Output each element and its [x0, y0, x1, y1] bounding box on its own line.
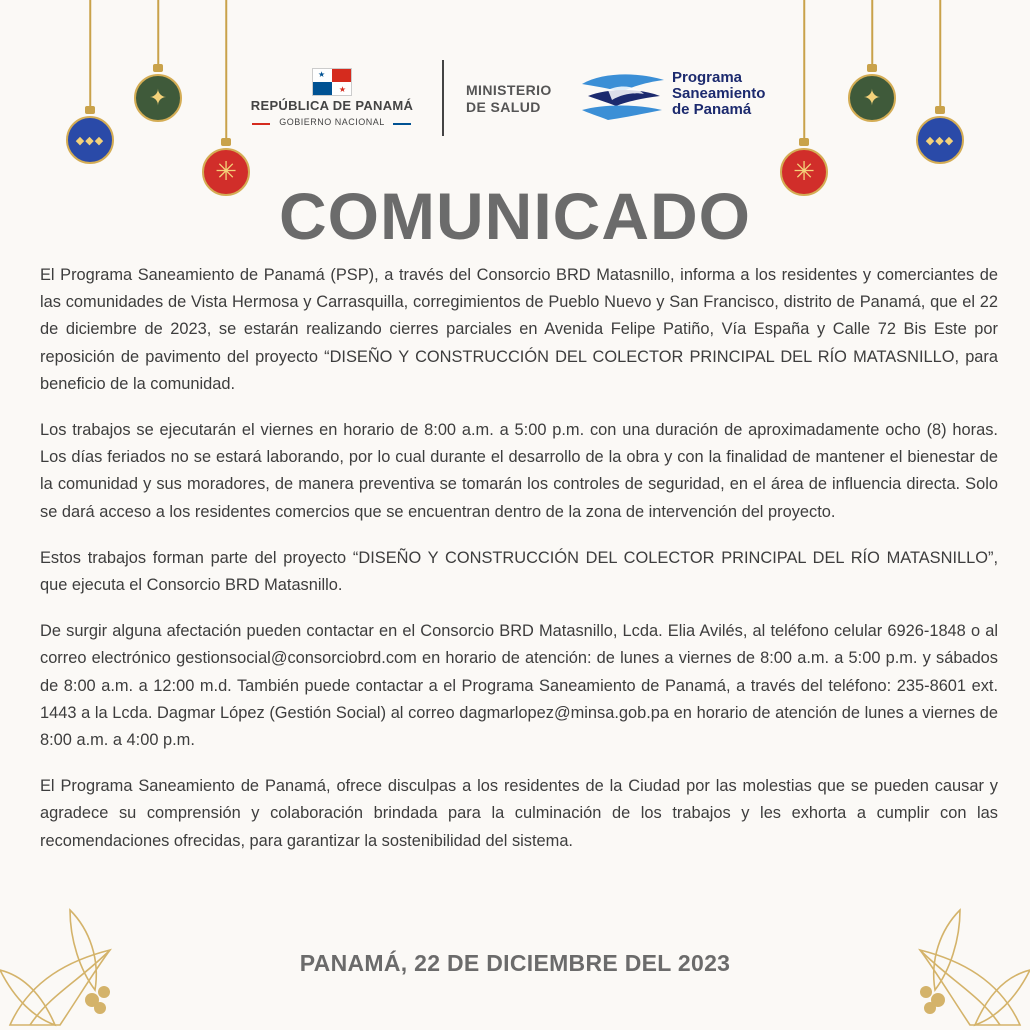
green-ornament-icon: ✦: [842, 0, 902, 130]
red-ornament-icon: ✳: [774, 0, 834, 205]
program-line-3: de Panamá: [672, 101, 752, 118]
government-title: REPÚBLICA DE PANAMÁ: [250, 98, 414, 113]
panama-flag-icon: ★ ★: [312, 68, 352, 96]
header-logos: [0, 60, 1030, 140]
ministry-logo-text: [466, 82, 552, 116]
paragraph-1: El Programa Saneamiento de Panamá (PSP), a través del Consorcio BRD Matasnillo, informa a los residentes y comerciantes de las comunidades de Vista Hermosa y Carrasquilla, corregimientos de Pueblo Nuevo y San Francisco, distrito de Panamá, que el 22 de diciembre de 2023, se estarán realizando cierres parciales en Avenida Felipe Patiño, Vía España y Calle 72 Bis Este por reposición de pavimento del proyecto “DISEÑO Y CONSTRUCCIÓN DEL COLECTOR PRINCIPAL DEL RÍO MATASNILLO, para beneficio de la comunidad.: [40, 266, 998, 393]
page-title: COMUNICADO: [279, 179, 751, 253]
red-ornament-icon: ✳: [196, 0, 256, 205]
paragraph-4: De surgir alguna afectación pueden contactar en el Consorcio BRD Matasnillo, Lcda. Elia Avilés, al teléfono celular 6926-1848 o al correo electrónico gestionsocial@consorciobrd.com en horario de atención: de lunes a viernes de 8:00 a.m. a 5:00 p.m. y sábados de 8:00 a.m. a 12:00 m.d. También puede contactar a el Programa Saneamiento de Panamá, a través del teléfono: 235-8601 ext. 1443 a la Lcda. Dagmar López (Gestión Social) al correo dagmarlopez@minsa.gob.pa en horario de atención de lunes a viernes de 8:00 a.m. a 4:00 p.m.: [40, 622, 998, 750]
ministry-line-1: MINISTERIO: [466, 82, 552, 98]
footer-date: PANAMÁ, 22 DE DICIEMBRE DEL 2023: [299, 950, 731, 976]
program-line-2: Saneamiento: [672, 85, 766, 102]
dolphin-logo-icon: [578, 70, 668, 122]
paragraph-3: Estos trabajos forman parte del proyecto “DISEÑO Y CONSTRUCCIÓN DEL COLECTOR PRINCIPAL DEL RÍO MATASNILLO”, que ejecuta el Consorcio BRD Matasnillo.: [40, 548, 998, 595]
ministry-line-2: DE SALUD: [466, 99, 541, 115]
program-line-1: Programa: [672, 69, 743, 86]
blue-ornament-icon: ◆◆◆: [60, 0, 120, 170]
green-ornament-icon: ✦: [128, 0, 188, 130]
program-logo-text: [672, 70, 765, 118]
paragraph-2: Los trabajos se ejecutarán el viernes en horario de 8:00 a.m. a 5:00 p.m. con una duración de aproximadamente ocho (8) horas. Los días feriados no se estará laborando, por lo cual durante el desarrollo de la obra y con la finalidad de mantener el bienestar de la comunidad y sus moradores, de manera preventiva se tomarán los controles de seguridad, en el área de influencia directa. Solo se dará acceso a los residentes comercios que se encuentran dentro de la zona de intervención del proyecto.: [40, 421, 998, 521]
logo-divider: [442, 60, 444, 136]
blue-ornament-icon: ◆◆◆: [910, 0, 970, 170]
government-subtitle: GOBIERNO NACIONAL: [279, 117, 385, 127]
communique-body: [40, 262, 998, 874]
paragraph-5: El Programa Saneamiento de Panamá, ofrece disculpas a los residentes de la Ciudad por las molestias que se pueden causar y agradece su comprensión y colaboración brindada para la culminación de los trabajos y les exhorta a cumplir con las recomendaciones ofrecidas, para garantizar la sostenibilidad del sistema.: [40, 777, 998, 850]
